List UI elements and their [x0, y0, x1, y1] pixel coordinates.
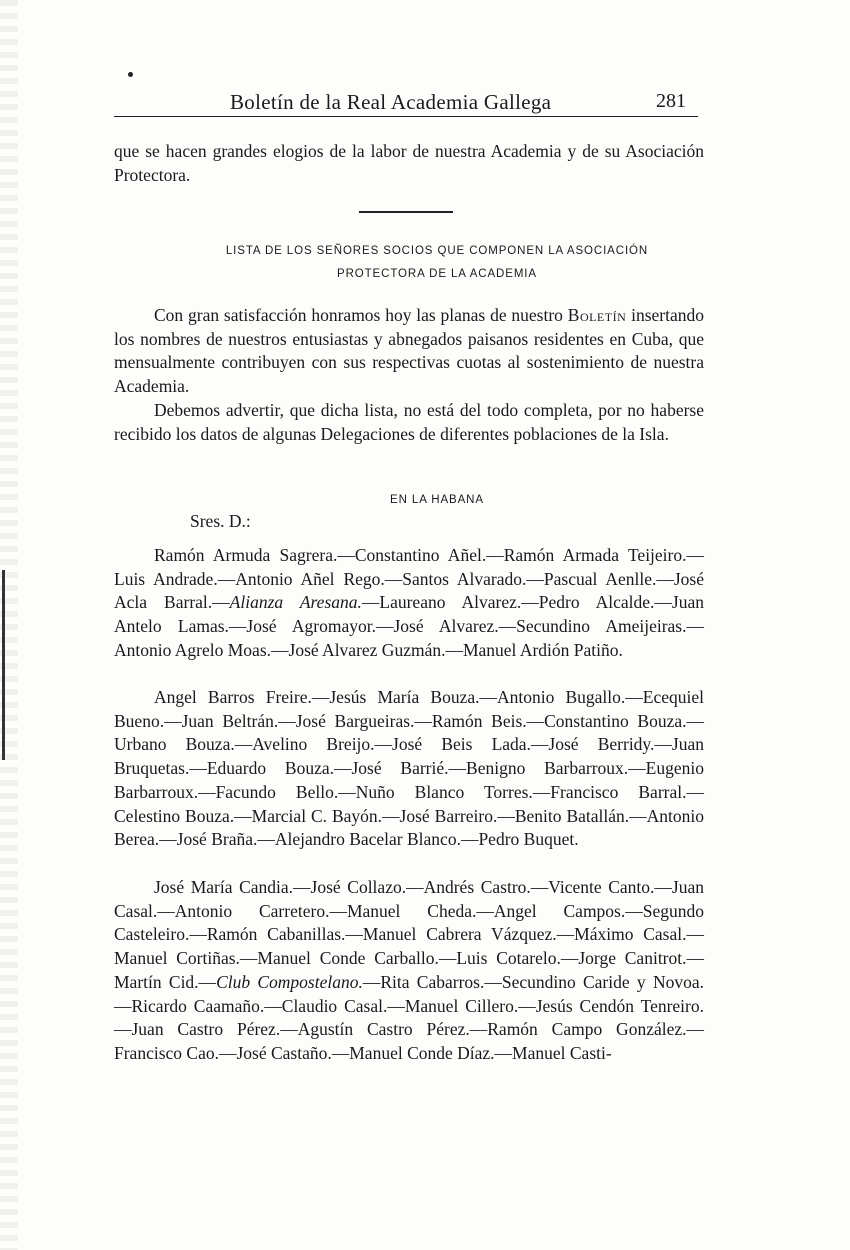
journal-title: Boletín de la Real Academia Gallega [230, 90, 552, 114]
paragraph-1 [114, 304, 704, 399]
page-number: 281 [656, 90, 686, 112]
section-divider [359, 211, 453, 213]
names-a-part2: —Laureano Alvarez.—Pedro Alcalde.—Juan Antelo Lamas.—José Agromayor.—José Alvarez.—Secundino Ameijeiras.—Antonio Agrelo Moas.—José Alvarez Guzmán.—Manuel Ardión Patiño. [114, 592, 705, 660]
scan-edge [0, 0, 18, 1250]
names-c-italic: Club Compostelano. [216, 971, 363, 992]
names-a-italic: Alianza Aresana. [229, 592, 362, 613]
names-block-a [114, 544, 704, 663]
names-a-part1: Ramón Armuda Sagrera.—Constantino Añel.—Ramón Armada Teijeiro.—Luis Andrade.—Antonio Añel Rego.—Santos Alvarado.—Pascual Aenlle.—José Acla Barral.— [114, 545, 704, 613]
ink-dot [128, 72, 133, 77]
names-block-c [114, 876, 704, 1066]
paragraph-2: Debemos advertir, que dicha lista, no está del todo completa, por no haberse recibido los datos de algunas Delegaciones de diferentes poblaciones de la Isla. [114, 400, 704, 444]
intro-text: que se hacen grandes elogios de la labor de nuestra Academia y de su Asociación Protectora. [114, 141, 704, 185]
salutation: Sres. D.: [190, 511, 251, 531]
names-c-part1: José María Candia.—José Collazo.—Andrés Castro.—Vicente Canto.—Juan Casal.—Antonio Carretero.—Manuel Cheda.—Angel Campos.—Segundo Casteleiro.—Ramón Cabanillas.—Manuel Cabrera Vázquez.—Máximo Casal.—Manuel Cortiñas.—Manuel Conde Carballo.—Luis Cotarelo.—Jorge Canitrot.—Martín Cid.— [114, 877, 704, 992]
boletin-word: Boletín [567, 305, 627, 325]
page-header [114, 84, 698, 117]
paragraph-1-end: insertando los nombres de nuestros entusiastas y abnegados paisanos residentes en Cuba, que mensualmente contribuyen con sus respectivas cuotas al sostenimiento de nuestra Academia. [114, 305, 704, 397]
names-block-b: Angel Barros Freire.—Jesús María Bouza.—Antonio Bugallo.—Ecequiel Bueno.—Juan Beltrán.—José Bargueiras.—Ramón Beis.—Constantino Bouza.—Urbano Bouza.—Avelino Breijo.—José Beis Lada.—José Berridy.—Juan Bruquetas.—Eduardo Bouza.—José Barrié.—Benigno Barbarroux.—Eugenio Barbarroux.—Facundo Bello.—Nuño Blanco Torres.—Francisco Barral.—Celestino Bouza.—Marcial C. Bayón.—José Barreiro.—Benito Batallán.—Antonio Berea.—José Braña.—Alejandro Bacelar Blanco.—Pedro Buquet. [114, 687, 704, 850]
paragraph-1-start: Con gran satisfacción honramos hoy las planas de nuestro [154, 305, 568, 325]
list-heading-line1: LISTA DE LOS SEÑORES SOCIOS QUE COMPONEN LA ASOCIACIÓN [225, 245, 649, 257]
names-c-part2: —Rita Cabarros.—Secundino Caride y Novoa.—Ricardo Caamaño.—Claudio Casal.—Manuel Cillero.—Jesús Cendón Tenreiro.—Juan Castro Pérez.—Agustín Castro Pérez.—Ramón Campo González.—Francisco Cao.—José Castaño.—Manuel Conde Díaz.—Manuel Casti- [114, 971, 704, 1063]
list-heading-line2: PROTECTORA DE LA ACADEMIA [337, 268, 537, 280]
section-heading-habana: EN LA HABANA [390, 494, 484, 506]
